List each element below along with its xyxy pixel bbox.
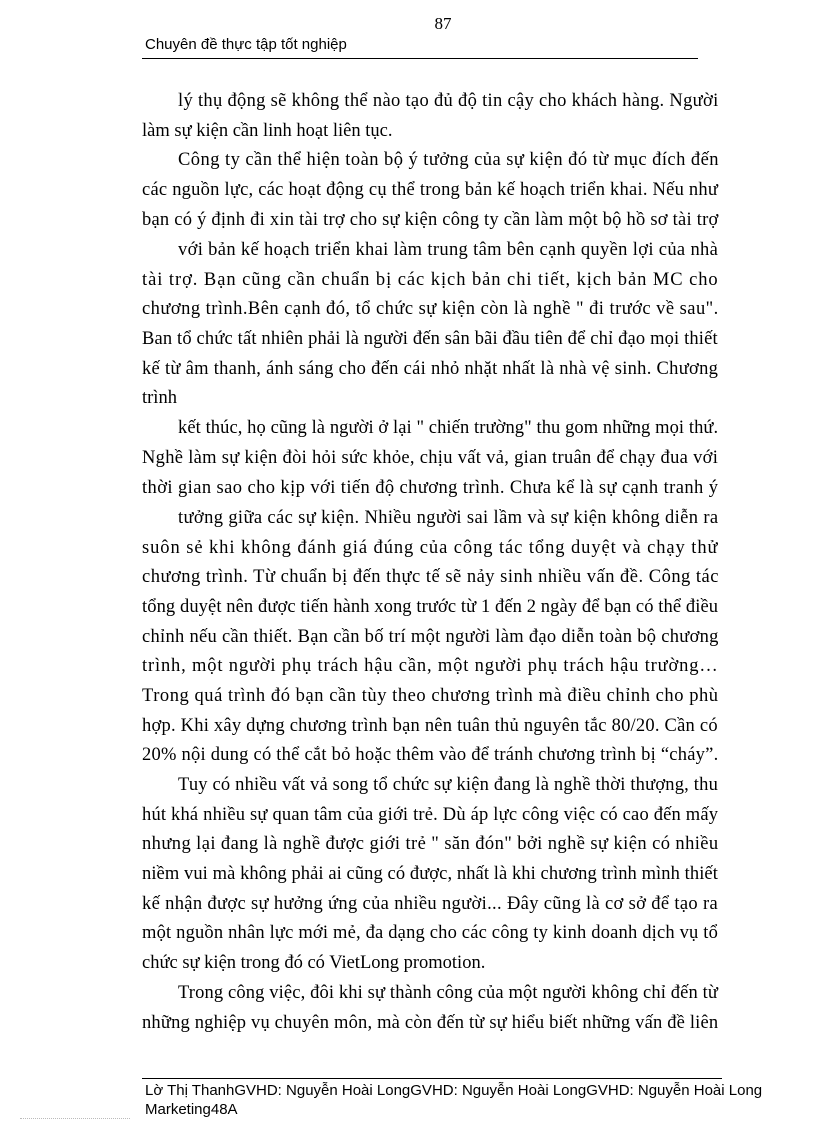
text-line: Trong công việc, đôi khi sự thành công của một người không chỉ đến từ (178, 983, 719, 1003)
footer-class-line: Marketing48A (145, 1101, 238, 1118)
text-line: chương trình. Từ chuẩn bị đến thực tế sẽ nảy sinh nhiều vấn đề. Công tác (142, 567, 719, 587)
text-line: những nghiệp vụ chuyên môn, mà còn đến từ sự hiểu biết những vấn đề liên (142, 1013, 719, 1033)
footer-divider (142, 1078, 722, 1079)
footer-author-line: Lờ Thị ThanhGVHD: Nguyễn Hoài LongGVHD: Nguyễn Hoài LongGVHD: Nguyễn Hoài Long (145, 1082, 763, 1099)
text-line: hút khá nhiều sự quan tâm của giới trẻ. Dù áp lực công việc có cao đến mấy (142, 805, 719, 825)
text-line: Công ty cần thể hiện toàn bộ ý tưởng của sự kiện đó từ mục đích đến (178, 150, 719, 170)
text-line: niềm vui mà không phải ai cũng có được, nhất là khi chương trình mình thiết (142, 864, 718, 884)
header-divider (142, 58, 698, 59)
footer-dotted-mark (20, 1118, 130, 1119)
text-line: Tuy có nhiều vất vả song tổ chức sự kiện đang là nghề thời thượng, thu (178, 775, 719, 795)
text-line: kết thúc, họ cũng là người ở lại " chiến trường" thu gom những mọi thứ. (178, 418, 719, 438)
text-line: nhưng lại đang là nghề được giới trẻ " săn đón" bởi nghề sự kiện có nhiều (142, 834, 719, 854)
text-line: trình, một người phụ trách hậu cần, một người phụ trách hậu trường… (142, 656, 719, 676)
text-line: bạn có ý định đi xin tài trợ cho sự kiện công ty cần làm một bộ hồ sơ tài trợ (142, 210, 719, 230)
text-line: làm sự kiện cần linh hoạt liên tục. (142, 121, 393, 141)
text-line: kế từ âm thanh, ánh sáng cho đến cái nhỏ nhặt nhất là nhà vệ sinh. Chương (142, 359, 719, 379)
text-line: thời gian sao cho kịp với tiến độ chương trình. Chưa kể là sự cạnh tranh ý (142, 478, 719, 498)
text-line: Ban tổ chức tất nhiên phải là người đến sân bãi đầu tiên để chỉ đạo mọi thiết (142, 329, 718, 349)
header-title: Chuyên đề thực tập tốt nghiệp (145, 36, 347, 53)
page-number: 87 (434, 14, 452, 33)
text-line: chương trình.Bên cạnh đó, tổ chức sự kiện còn là nghề " đi trước về sau". (142, 299, 719, 319)
text-line: tổng duyệt nên được tiến hành xong trước từ 1 đến 2 ngày để bạn có thể điều (142, 597, 719, 617)
text-line: tài trợ. Bạn cũng cần chuẩn bị các kịch bản chi tiết, kịch bản MC cho (142, 270, 719, 290)
text-line: suôn sẻ khi không đánh giá đúng của công tác tổng duyệt và chạy thử (142, 538, 719, 558)
text-line: Trong quá trình đó bạn cần tùy theo chương trình mà điều chỉnh cho phù (142, 686, 719, 706)
text-line: một nguồn nhân lực mới mẻ, đa dạng cho các công ty kinh doanh dịch vụ tổ (142, 923, 719, 943)
text-line: với bản kế hoạch triển khai làm trung tâm bên cạnh quyền lợi của nhà (178, 240, 719, 260)
text-line: chức sự kiện trong đó có VietLong promotion. (142, 953, 486, 973)
text-line: lý thụ động sẽ không thể nào tạo đủ độ tin cậy cho khách hàng. Người (178, 91, 719, 111)
text-line: chỉnh nếu cần thiết. Bạn cần bố trí một người làm đạo diễn toàn bộ chương (142, 627, 719, 647)
text-line: trình (142, 388, 177, 408)
text-line: Nghề làm sự kiện đòi hỏi sức khỏe, chịu vất vả, gian truân để chạy đua với (142, 448, 719, 468)
text-line: kế nhận được sự hưởng ứng của nhiều người... Đây cũng là cơ sở để tạo ra (142, 894, 718, 914)
text-line: tưởng giữa các sự kiện. Nhiều người sai lầm và sự kiện không diễn ra (178, 508, 719, 528)
text-line: 20% nội dung có thể cắt bỏ hoặc thêm vào để tránh chương trình bị “cháy”. (142, 745, 719, 765)
text-line: các nguồn lực, các hoạt động cụ thể trong bản kế hoạch triển khai. Nếu như (142, 180, 719, 200)
text-line: hợp. Khi xây dựng chương trình bạn nên tuân thủ nguyên tắc 80/20. Cần có (142, 716, 718, 736)
